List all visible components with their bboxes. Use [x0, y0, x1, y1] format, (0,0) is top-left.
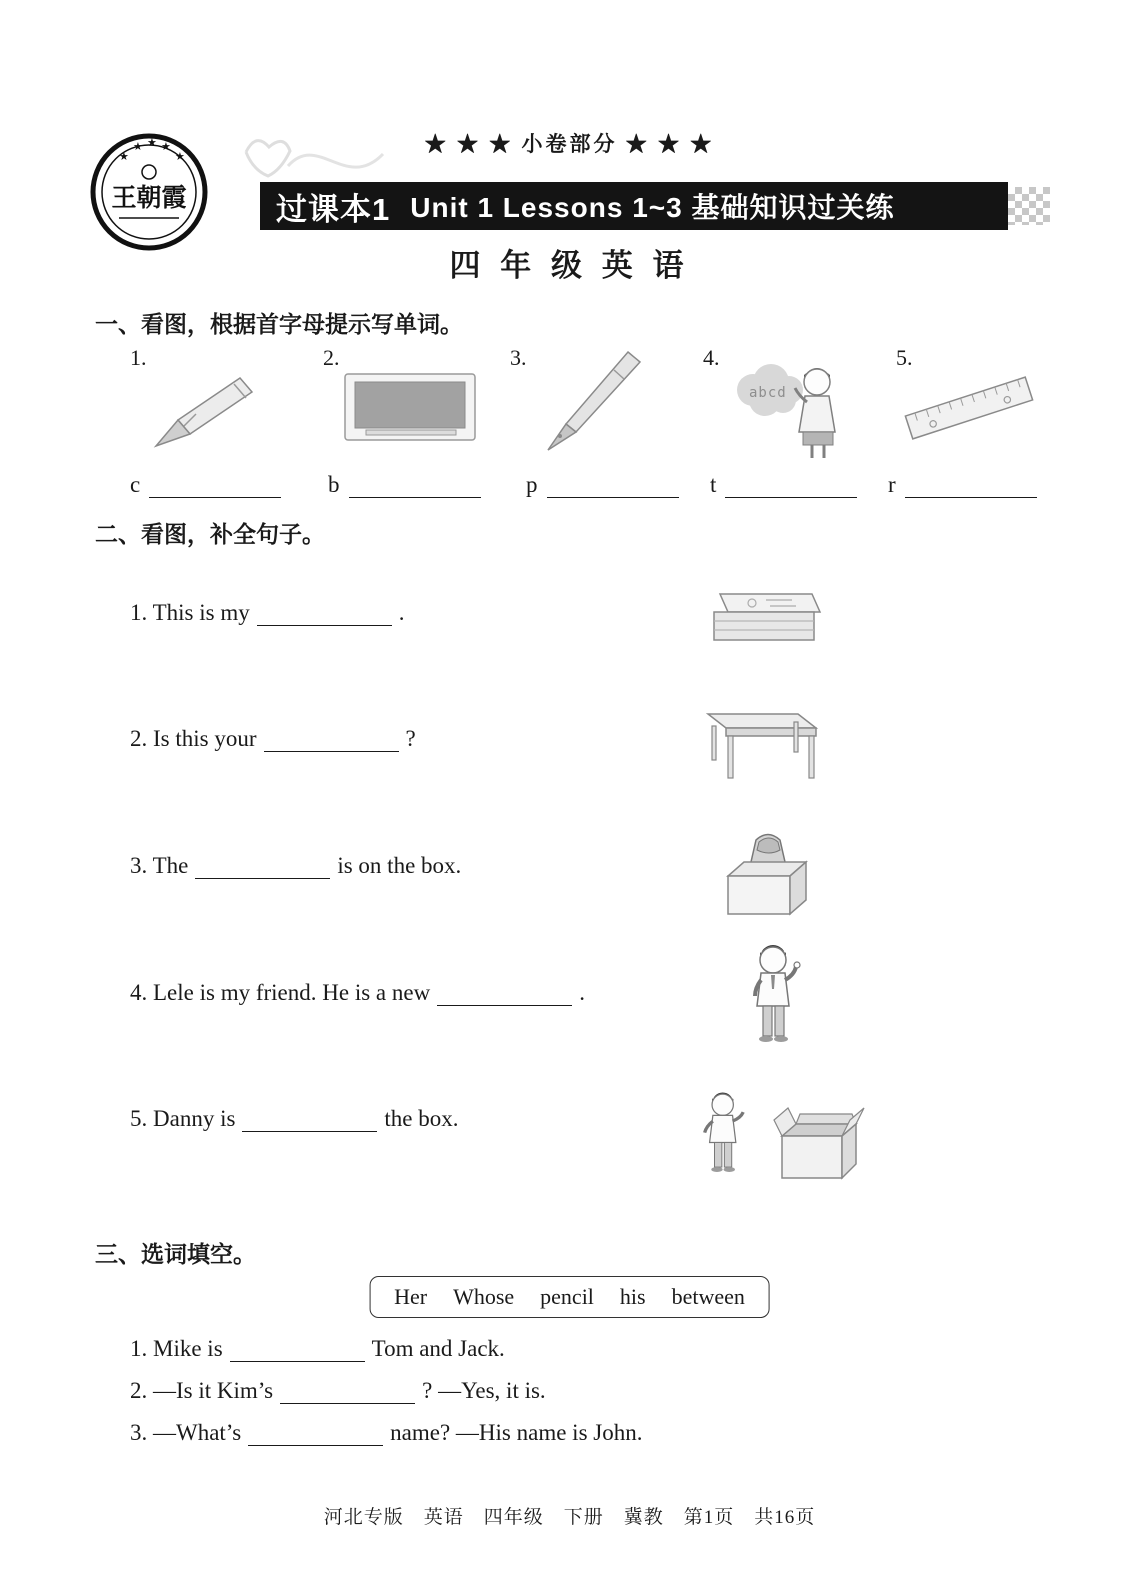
- sentence-text: ? —Yes, it is.: [422, 1378, 546, 1403]
- word-option: pencil: [540, 1284, 594, 1309]
- sentence: [130, 600, 404, 626]
- answer-blank: [242, 1108, 377, 1132]
- boy-and-box-icon: [692, 1082, 867, 1192]
- star-icon: ★: [133, 141, 143, 153]
- item-number: 4.: [703, 345, 720, 370]
- section1-heading: 一、看图，根据首字母提示写单词。: [95, 311, 463, 337]
- sentence: [130, 980, 585, 1006]
- answer-row: [888, 472, 1037, 498]
- letter-hint: c: [130, 472, 141, 497]
- teacher-icon: [725, 352, 850, 462]
- desk-icon: [698, 698, 823, 788]
- logo-text: 王朝霞: [111, 185, 187, 212]
- item-number: 3.: [510, 345, 527, 370]
- sentence-text: name? —His name is John.: [390, 1420, 643, 1445]
- ruler-icon: [900, 366, 1038, 440]
- section3-heading: 三、选词填空。: [95, 1241, 256, 1267]
- answer-blank: [437, 982, 572, 1006]
- answer-blank: [248, 1422, 383, 1446]
- sentence-text: 2. Is this your: [130, 726, 257, 751]
- sentence-text: 5. Danny is: [130, 1106, 236, 1131]
- answer-blank: [547, 474, 679, 498]
- word-option: Whose: [453, 1284, 515, 1309]
- answer-row: [328, 472, 481, 498]
- sentence: [130, 1420, 642, 1446]
- sentence-text: 4. Lele is my friend. He is a new: [130, 980, 431, 1005]
- answer-blank: [195, 855, 330, 879]
- pen-icon: [540, 348, 645, 458]
- answer-blank: [349, 474, 481, 498]
- word-bank: [369, 1276, 770, 1318]
- blackboard-icon: [342, 368, 480, 446]
- answer-row: [130, 472, 281, 498]
- sentence-text: 2. —Is it Kim’s: [130, 1378, 274, 1403]
- title-banner: [260, 182, 1008, 230]
- sentence-text: .: [579, 980, 585, 1005]
- sentence: [130, 726, 416, 752]
- star-icon: ★: [147, 137, 157, 149]
- letter-hint: p: [526, 472, 538, 497]
- crayon-icon: [148, 362, 258, 457]
- page-subtitle: 四 年 级 英 语: [449, 248, 690, 283]
- word-option: Her: [394, 1284, 428, 1309]
- word-option: his: [619, 1284, 646, 1309]
- page-footer: 河北专版 英语 四年级 下册 冀教 第1页 共16页: [323, 1507, 816, 1528]
- banner-title: Unit 1 Lessons 1~3 基础知识过关练: [410, 192, 895, 223]
- word-option: between: [671, 1284, 745, 1309]
- sentence-text: .: [398, 600, 405, 625]
- letter-hint: t: [710, 472, 717, 497]
- sentence: [130, 1336, 505, 1362]
- pencil-case-icon: [700, 588, 825, 650]
- answer-row: [526, 472, 679, 498]
- sentence-text: 3. —What’s: [130, 1420, 242, 1445]
- checker-decoration: [1008, 187, 1050, 225]
- star-icon: ★: [161, 141, 171, 153]
- item-number: 2.: [323, 345, 340, 370]
- answer-blank: [264, 728, 399, 752]
- bubble-text: abcd: [749, 385, 787, 401]
- section-label: ★ ★ ★ 小卷部分 ★ ★ ★: [424, 132, 715, 156]
- answer-blank: [230, 1338, 365, 1362]
- sentence-text: 3. The: [130, 853, 189, 878]
- star-icon: ★: [119, 151, 129, 163]
- sentence: [130, 1106, 459, 1132]
- boy-icon: [738, 942, 808, 1057]
- letter-hint: r: [888, 472, 896, 497]
- sentence: [130, 853, 461, 879]
- item-number: 1.: [130, 345, 147, 370]
- answer-blank: [905, 474, 1037, 498]
- answer-blank: [725, 474, 857, 498]
- star-icon: ★: [175, 151, 185, 163]
- sentence-text: ?: [405, 726, 416, 751]
- sentence-text: Tom and Jack.: [371, 1336, 505, 1361]
- answer-blank: [149, 474, 281, 498]
- section2-heading: 二、看图，补全句子。: [95, 521, 325, 547]
- letter-hint: b: [328, 472, 340, 497]
- sentence-text: the box.: [384, 1106, 459, 1131]
- item-number: 5.: [896, 345, 913, 370]
- answer-row: [710, 472, 857, 498]
- sentence: [130, 1378, 546, 1404]
- sentence-text: 1. Mike is: [130, 1336, 223, 1361]
- banner-prefix: 过课本1: [276, 191, 391, 227]
- answer-blank: [280, 1380, 415, 1404]
- sentence-text: 1. This is my: [130, 600, 250, 625]
- sentence-text: is on the box.: [337, 853, 462, 878]
- answer-blank: [257, 602, 392, 626]
- bag-on-box-icon: [718, 828, 818, 923]
